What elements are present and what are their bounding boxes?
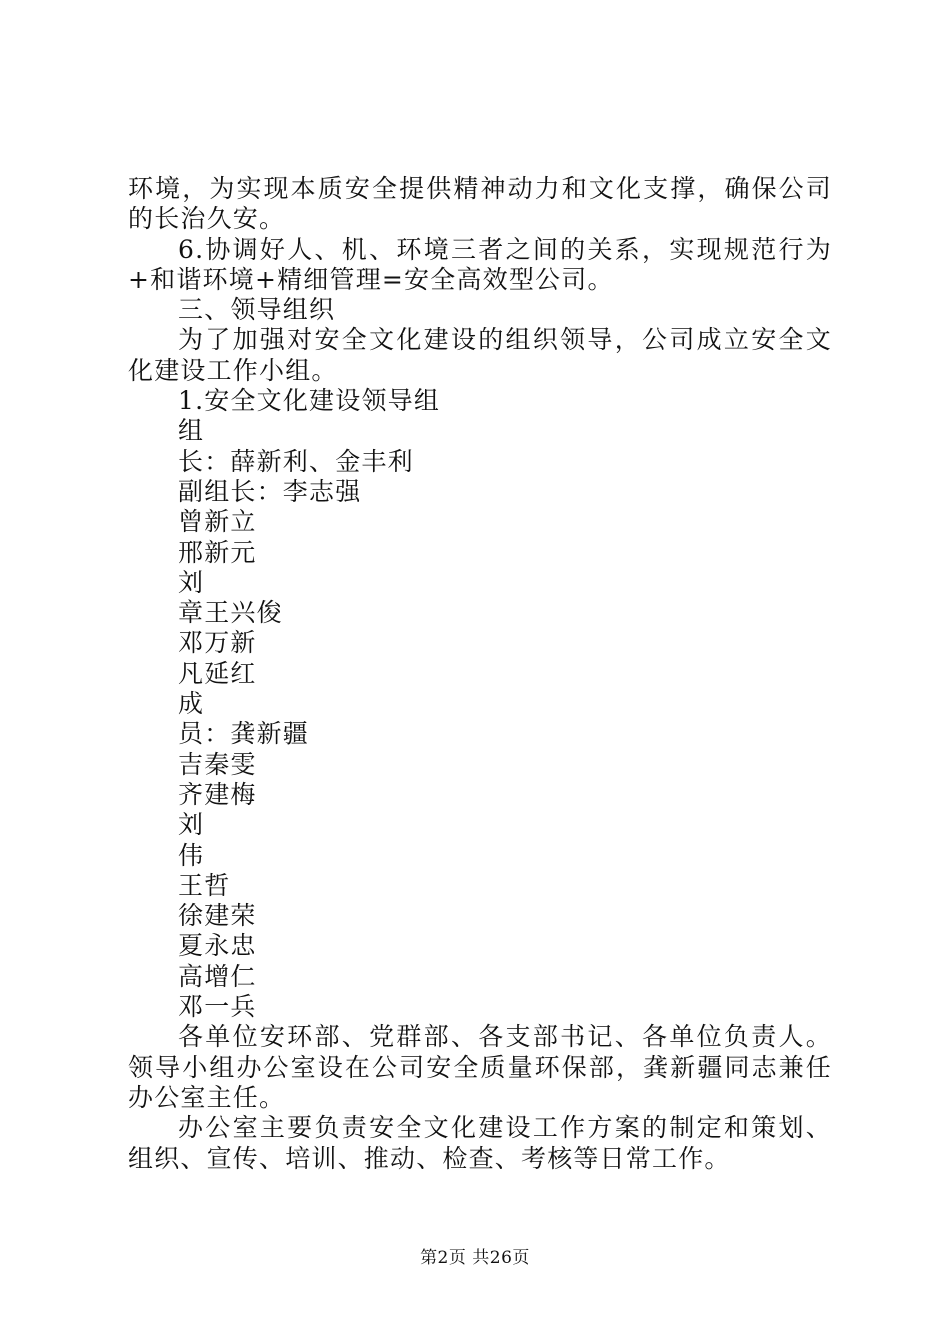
- paragraph-1: 环境，为实现本质安全提供精神动力和文化支撑，确保公司的长治久安。: [128, 174, 832, 234]
- paragraph-7: 办公室主要负责安全文化建设工作方案的制定和策划、组织、宣传、培训、推动、检查、考核等日常工作。: [128, 1113, 832, 1173]
- paragraph-2: 6.协调好人、机、环境三者之间的关系，实现规范行为+和谐环境+精细管理=安全高效型公司。: [128, 234, 832, 294]
- name-line: 刘: [178, 567, 205, 597]
- paragraph-4: 为了加强对安全文化建设的组织领导，公司成立安全文化建设工作小组。: [128, 325, 832, 385]
- name-line: 组: [178, 416, 205, 446]
- name-list: [128, 416, 832, 1022]
- name-line: 成: [178, 689, 205, 719]
- name-line: 章王兴俊: [178, 598, 283, 628]
- name-line: 高增仁: [178, 961, 257, 991]
- name-line: 吉秦雯: [178, 749, 257, 779]
- name-line: 刘: [178, 810, 205, 840]
- paragraph-6: 各单位安环部、党群部、各支部书记、各单位负责人。领导小组办公室设在公司安全质量环保部，龚新疆同志兼任办公室主任。: [128, 1022, 832, 1112]
- name-line: 员：龚新疆: [178, 719, 310, 749]
- name-line: 凡延红: [178, 658, 257, 688]
- name-line: 齐建梅: [178, 779, 257, 809]
- section-heading: 三、领导组织: [178, 295, 336, 325]
- name-line: 邓万新: [178, 628, 257, 658]
- name-line: 王哲: [178, 870, 231, 900]
- name-line: 邢新元: [178, 537, 257, 567]
- document-body: [128, 174, 832, 1174]
- name-line: 副组长：李志强: [178, 476, 362, 506]
- name-line: 邓一兵: [178, 992, 257, 1022]
- page-footer: 第2页 共26页: [420, 1248, 530, 1268]
- name-line: 伟: [178, 840, 205, 870]
- name-line: 夏永忠: [178, 931, 257, 961]
- name-line: 长：薛新利、金丰利: [178, 446, 414, 476]
- subsection-heading: 1.安全文化建设领导组: [178, 386, 441, 416]
- name-line: 曾新立: [178, 507, 257, 537]
- name-line: 徐建荣: [178, 901, 257, 931]
